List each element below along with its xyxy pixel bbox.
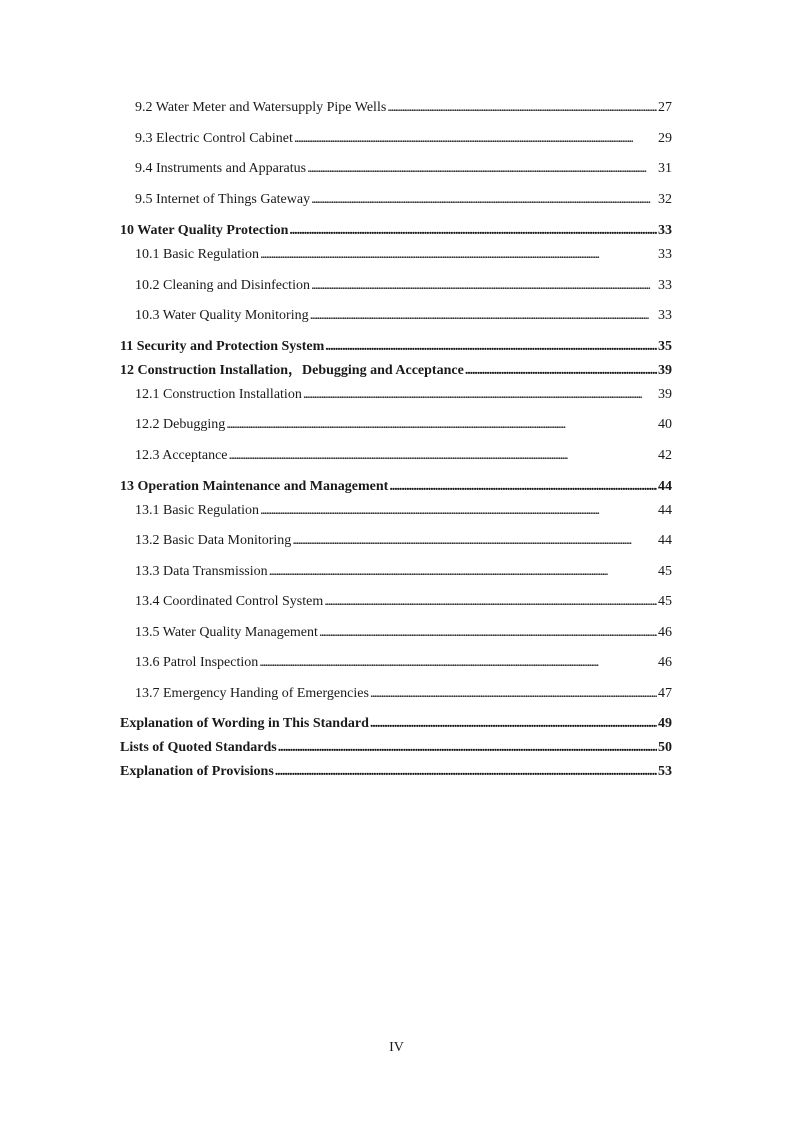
leader-dots (324, 593, 657, 611)
toc-entry-page: 40 (658, 417, 672, 432)
toc-entry[interactable] (135, 386, 672, 404)
toc-entry[interactable] (135, 307, 672, 325)
toc-entry-chapter[interactable] (120, 763, 672, 781)
leader-dots (387, 99, 657, 117)
toc-entry[interactable] (135, 130, 672, 148)
toc-entry-label: 12 Construction Installation，Debugging and Acceptance (120, 363, 464, 378)
leader-dots (389, 478, 657, 496)
toc-entry-label: 13.2 Basic Data Monitoring (135, 533, 292, 548)
toc-entry[interactable] (135, 563, 672, 581)
leader-dots (294, 130, 657, 148)
toc-entry-label: 10.2 Cleaning and Disinfection (135, 278, 310, 293)
leader-dots (269, 563, 657, 581)
toc-entry[interactable] (135, 160, 672, 178)
leader-dots (307, 160, 657, 178)
toc-entry-label: 13 Operation Maintenance and Management (120, 479, 389, 494)
leader-dots (310, 307, 657, 325)
leader-dots (260, 246, 657, 264)
toc-entry-label: 13.7 Emergency Handing of Emergencies (135, 686, 369, 701)
toc-entry-page: 32 (658, 192, 672, 207)
toc-entry-page: 45 (658, 594, 672, 609)
toc-entry-label: Explanation of Provisions (120, 764, 274, 779)
toc-entry-label: 12.2 Debugging (135, 417, 226, 432)
toc-entry-page: 33 (658, 223, 672, 238)
toc-entry[interactable] (135, 447, 672, 465)
leader-dots (260, 502, 657, 520)
toc-entry[interactable] (135, 654, 672, 672)
toc-entry-page: 49 (658, 716, 672, 731)
leader-dots (311, 277, 657, 295)
toc-entry-page: 31 (658, 161, 672, 176)
toc-entry[interactable] (135, 99, 672, 117)
toc-entry-label: 9.4 Instruments and Apparatus (135, 161, 307, 176)
toc-entry-page: 39 (658, 363, 672, 378)
toc-entry-page: 47 (658, 686, 672, 701)
leader-dots (292, 532, 657, 550)
toc-entry-page: 46 (658, 655, 672, 670)
page-number: IV (389, 1040, 404, 1055)
toc-entry-label: 9.2 Water Meter and Watersupply Pipe Wells (135, 100, 387, 115)
toc-entry-label: 12.3 Acceptance (135, 448, 228, 463)
leader-dots (278, 739, 657, 757)
toc-entry-label: Explanation of Wording in This Standard (120, 716, 369, 731)
toc-entry-page: 33 (658, 308, 672, 323)
toc-entry-page: 53 (658, 764, 672, 779)
toc-entry[interactable] (135, 624, 672, 642)
toc-entry-label: 10 Water Quality Protection (120, 223, 289, 238)
toc-entry-label: 11 Security and Protection System (120, 339, 325, 354)
toc-entry-page: 42 (658, 448, 672, 463)
toc-entry-page: 45 (658, 564, 672, 579)
toc-entry-label: Lists of Quoted Standards (120, 740, 277, 755)
leader-dots (303, 386, 657, 404)
toc-entry-page: 44 (658, 479, 672, 494)
toc-entry-page: 35 (658, 339, 672, 354)
toc-entry[interactable] (135, 593, 672, 611)
toc-entry-chapter[interactable] (120, 715, 672, 733)
toc-entry[interactable] (135, 246, 672, 264)
toc-entry-chapter[interactable] (120, 222, 672, 240)
toc-entry-chapter[interactable] (120, 739, 672, 757)
toc-entry-chapter[interactable] (120, 478, 672, 496)
leader-dots (325, 338, 657, 356)
toc-entry-page: 39 (658, 387, 672, 402)
leader-dots (289, 222, 657, 240)
toc-entry-label: 13.5 Water Quality Management (135, 625, 318, 640)
toc-entry[interactable] (135, 416, 672, 434)
toc-entry-label: 13.3 Data Transmission (135, 564, 268, 579)
leader-dots (226, 416, 657, 434)
leader-dots (311, 191, 657, 209)
toc-entry-chapter[interactable] (120, 362, 672, 380)
toc-entry-label: 10.1 Basic Regulation (135, 247, 260, 262)
leader-dots (370, 715, 657, 733)
toc-entry-label: 9.3 Electric Control Cabinet (135, 131, 293, 146)
toc-entry-page: 33 (658, 247, 672, 262)
toc-entry-label: 13.1 Basic Regulation (135, 503, 260, 518)
toc-entry-chapter[interactable] (120, 338, 672, 356)
toc-entry[interactable] (135, 502, 672, 520)
leader-dots (229, 447, 657, 465)
toc-entry-page: 44 (658, 533, 672, 548)
toc-entry-page: 50 (658, 740, 672, 755)
toc-entry-page: 46 (658, 625, 672, 640)
toc-entry[interactable] (135, 532, 672, 550)
leader-dots (319, 624, 657, 642)
toc-entry-label: 13.4 Coordinated Control System (135, 594, 324, 609)
leader-dots (259, 654, 657, 672)
toc-entry-page: 29 (658, 131, 672, 146)
toc-entry-label: 10.3 Water Quality Monitoring (135, 308, 309, 323)
toc-entry-label: 13.6 Patrol Inspection (135, 655, 259, 670)
toc-entry-page: 27 (658, 100, 672, 115)
toc-entry-label: 9.5 Internet of Things Gateway (135, 192, 311, 207)
toc-entry[interactable] (135, 685, 672, 703)
leader-dots (275, 763, 657, 781)
toc-entry[interactable] (135, 191, 672, 209)
leader-dots (465, 362, 657, 380)
toc-entry-label: 12.1 Construction Installation (135, 387, 302, 402)
toc-entry-page: 44 (658, 503, 672, 518)
leader-dots (370, 685, 657, 703)
toc-entry[interactable] (135, 277, 672, 295)
toc-entry-page: 33 (658, 278, 672, 293)
